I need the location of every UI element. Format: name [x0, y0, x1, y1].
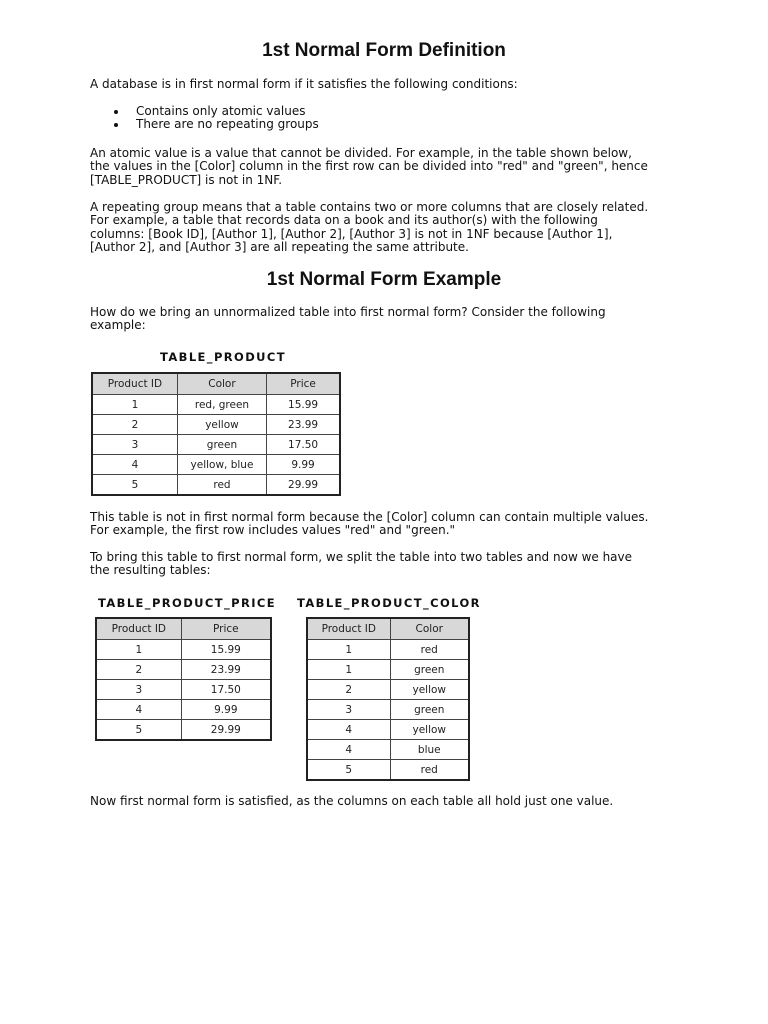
table-cell: yellow, blue [177, 455, 266, 475]
table-cell: 4 [96, 700, 181, 720]
table-cell: 5 [307, 760, 390, 781]
table-cell: yellow [390, 680, 469, 700]
table-row [96, 660, 271, 680]
column-header: Color [177, 373, 266, 395]
heading-example: 1st Normal Form Example [266, 269, 502, 290]
table-cell: 15.99 [181, 640, 271, 660]
table-cell: 4 [307, 720, 390, 740]
list-item-text: Contains only atomic values [136, 104, 306, 118]
table-row [92, 475, 340, 496]
table-cell: 15.99 [267, 395, 340, 415]
column-header: Price [181, 618, 271, 640]
column-header: Price [267, 373, 340, 395]
table-row [307, 700, 469, 720]
table-cell: green [390, 700, 469, 720]
table-cell: 4 [307, 740, 390, 760]
table-header-row [96, 618, 271, 640]
table-row [307, 760, 469, 781]
table-cell: 9.99 [267, 455, 340, 475]
table-cell: green [177, 435, 266, 455]
table-cell: blue [390, 740, 469, 760]
table-cell: 1 [307, 640, 390, 660]
table-row [96, 680, 271, 700]
table-cell: red [390, 640, 469, 660]
table-cell: 5 [96, 720, 181, 741]
table-cell: 1 [92, 395, 177, 415]
table-header-row [307, 618, 469, 640]
list-item-text: There are no repeating groups [136, 117, 319, 132]
list-item [90, 105, 319, 118]
table-cell: 5 [92, 475, 177, 496]
column-header: Product ID [307, 618, 390, 640]
table-row [92, 415, 340, 435]
table-cell: red [390, 760, 469, 781]
list-item [90, 118, 319, 131]
table-row [92, 435, 340, 455]
table-row [96, 700, 271, 720]
column-header: Product ID [92, 373, 177, 395]
table-header-row [92, 373, 340, 395]
bullet-icon [114, 123, 118, 127]
table-cell: red [177, 475, 266, 496]
table-cell: 29.99 [267, 475, 340, 496]
conclusion-paragraph: Now first normal form is satisfied, as the columns on each table all hold just one value. [90, 794, 614, 808]
table-row [92, 395, 340, 415]
table-cell: 9.99 [181, 700, 271, 720]
table-cell: yellow [390, 720, 469, 740]
column-header: Color [390, 618, 469, 640]
table-cell: 2 [96, 660, 181, 680]
table-cell: 23.99 [267, 415, 340, 435]
table-row [307, 680, 469, 700]
table-cell: 17.50 [267, 435, 340, 455]
table-cell: 17.50 [181, 680, 271, 700]
table-cell: 3 [96, 680, 181, 700]
table-row [307, 740, 469, 760]
table-row [307, 640, 469, 660]
table-row [307, 660, 469, 680]
table-row [307, 720, 469, 740]
example-intro-paragraph: How do we bring an unnormalized table into first normal form? Consider the following example: [90, 305, 606, 333]
table-product-price [95, 617, 272, 741]
table-cell: red, green [177, 395, 266, 415]
table-cell: green [390, 660, 469, 680]
table-row [96, 720, 271, 741]
table-cell: 2 [307, 680, 390, 700]
table-row [92, 455, 340, 475]
table-product-caption: TABLE_PRODUCT [160, 350, 286, 364]
heading-definition: 1st Normal Form Definition [262, 40, 506, 61]
not-1nf-paragraph: This table is not in first normal form because the [Color] column can contain multiple values. For example, the first row includes values "red" and "green." [90, 510, 649, 538]
table-product [91, 372, 341, 496]
bullet-icon [114, 110, 118, 114]
atomic-value-paragraph: An atomic value is a value that cannot be divided. For example, in the table shown below, the values in the [Color] column in the first row can be divided into "red" and "green", hence [TABLE_PRODUCT] is not in 1NF. [90, 146, 648, 187]
table-cell: 4 [92, 455, 177, 475]
table-product-color-caption: TABLE_PRODUCT_COLOR [297, 596, 481, 610]
table-cell: 3 [92, 435, 177, 455]
table-cell: 23.99 [181, 660, 271, 680]
table-product-color [306, 617, 470, 781]
repeating-group-paragraph: A repeating group means that a table contains two or more columns that are closely related. For example, a table that records data on a book and its author(s) with the following columns: [Book ID], [Author 1], [Author 2], [Author 3] is not in 1NF because [Author 1], [Author 2], and [Author 3] are all repeating the same attribute. [90, 200, 649, 255]
table-cell: 3 [307, 700, 390, 720]
table-cell: 29.99 [181, 720, 271, 741]
table-cell: 2 [92, 415, 177, 435]
table-row [96, 640, 271, 660]
conditions-list [90, 105, 319, 132]
intro-paragraph: A database is in first normal form if it satisfies the following conditions: [90, 77, 518, 91]
table-cell: yellow [177, 415, 266, 435]
table-product-price-caption: TABLE_PRODUCT_PRICE [98, 596, 276, 610]
column-header: Product ID [96, 618, 181, 640]
table-cell: 1 [96, 640, 181, 660]
table-cell: 1 [307, 660, 390, 680]
split-paragraph: To bring this table to first normal form, we split the table into two tables and now we have the resulting tables: [90, 550, 633, 578]
